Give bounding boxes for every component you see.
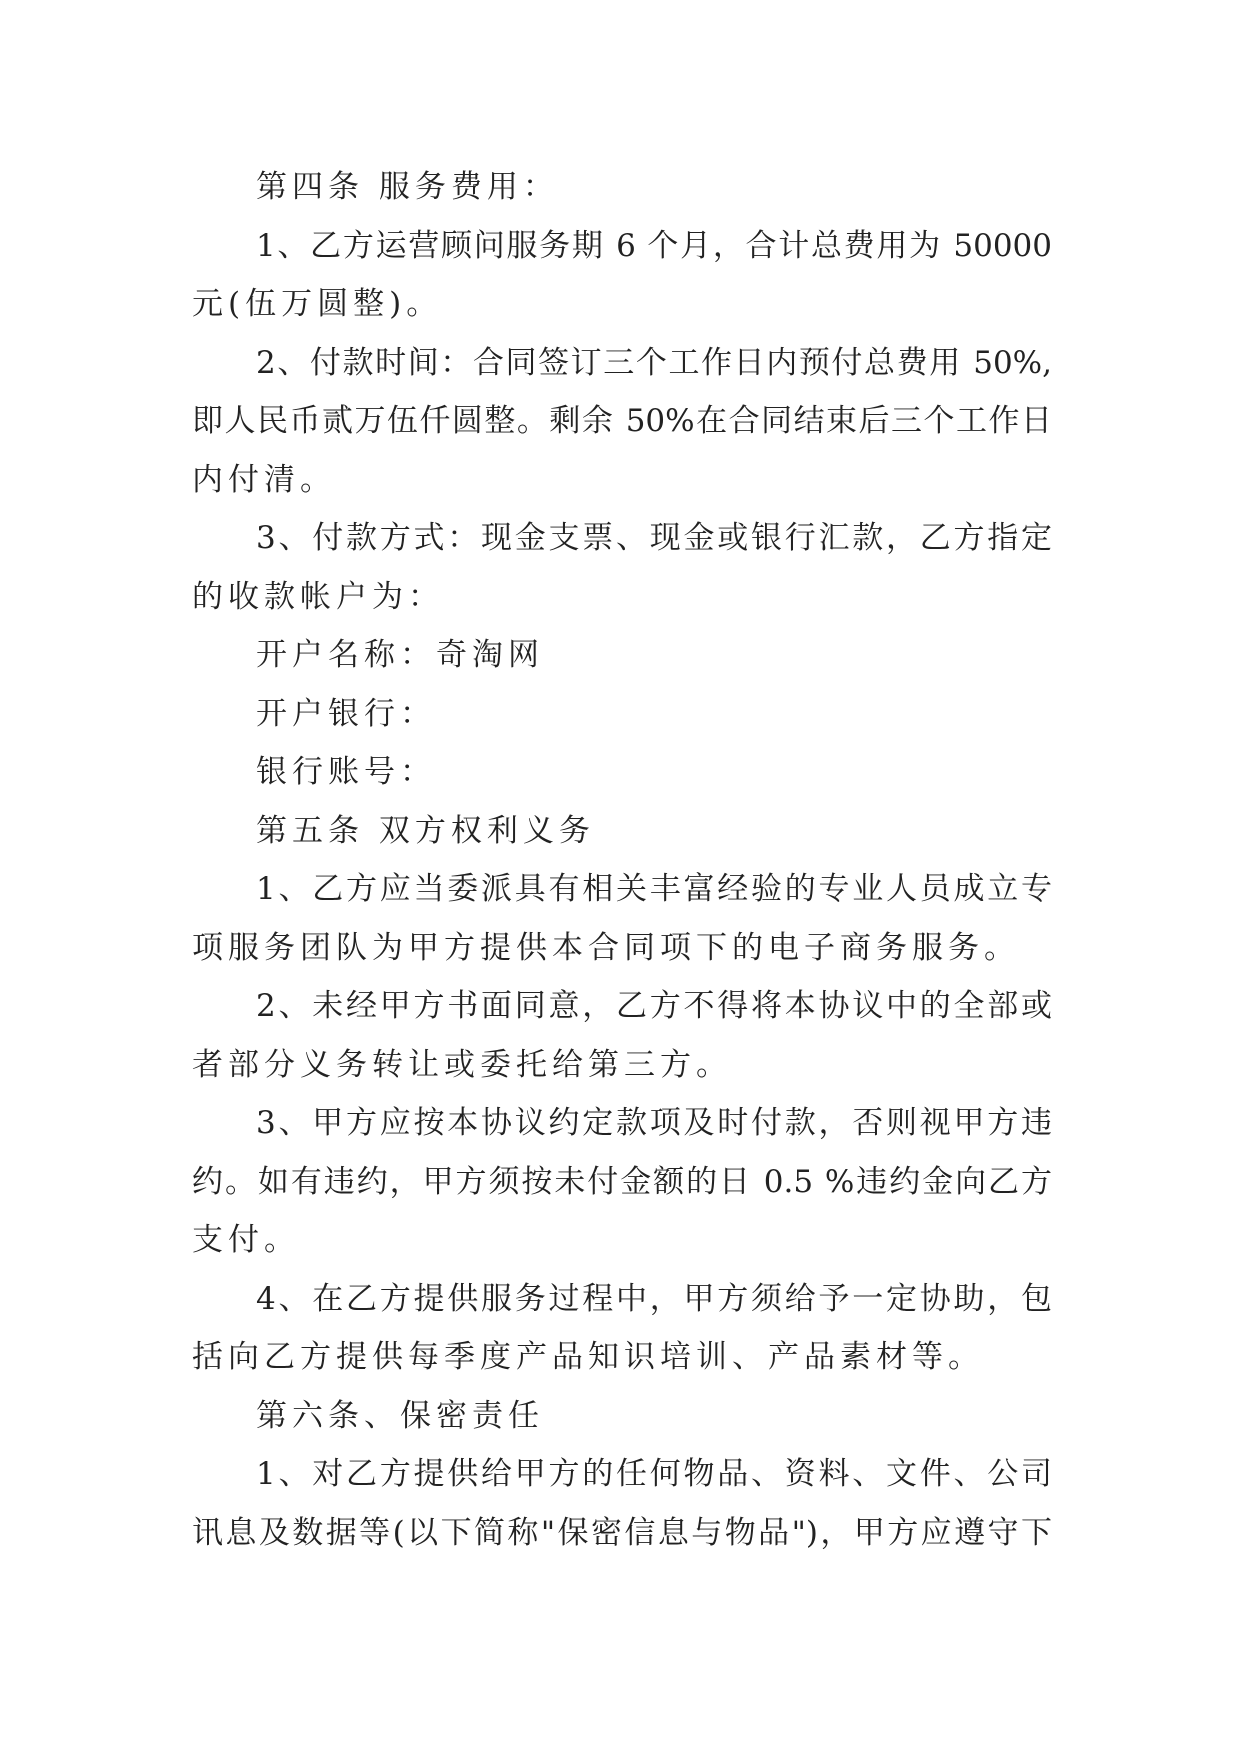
text-line: 即人民币贰万伍仟圆整。剩余 50%在合同结束后三个工作日 xyxy=(192,403,1052,439)
text-line: 第五条 双方权利义务 xyxy=(256,812,595,849)
text-line: 的收款帐户为： xyxy=(192,578,444,615)
text-line: 括向乙方提供每季度产品知识培训、产品素材等。 xyxy=(192,1339,984,1375)
text-line: 3、付款方式：现金支票、现金或银行汇款，乙方指定 xyxy=(256,520,1052,556)
text-line: 1、乙方运营顾问服务期 6 个月，合计总费用为 50000 xyxy=(256,227,1052,264)
text-line: 者部分义务转让或委托给第三方。 xyxy=(192,1046,732,1083)
text-line: 4、在乙方提供服务过程中，甲方须给予一定协助，包 xyxy=(256,1280,1052,1317)
text-line: 内付清。 xyxy=(192,461,336,498)
text-line: 第六条、保密责任 xyxy=(256,1397,544,1434)
text-line: 第四条 服务费用： xyxy=(256,169,559,205)
text-line: 2、未经甲方书面同意，乙方不得将本协议中的全部或 xyxy=(256,988,1052,1024)
text-line: 开户银行： xyxy=(256,695,436,732)
text-line: 支付。 xyxy=(192,1222,300,1258)
text-line: 项服务团队为甲方提供本合同项下的电子商务服务。 xyxy=(192,929,1020,966)
text-line: 3、甲方应按本协议约定款项及时付款，否则视甲方违 xyxy=(256,1105,1052,1141)
text-line: 约。如有违约，甲方须按未付金额的日 0.5 %违约金向乙方 xyxy=(192,1163,1052,1200)
text-line: 讯息及数据等(以下简称"保密信息与物品")，甲方应遵守下 xyxy=(192,1514,1052,1551)
text-line: 1、对乙方提供给甲方的任何物品、资料、文件、公司 xyxy=(256,1456,1052,1492)
document-page xyxy=(192,158,1052,1562)
text-line: 1、乙方应当委派具有相关丰富经验的专业人员成立专 xyxy=(256,871,1052,907)
text-line: 银行账号： xyxy=(256,754,436,790)
text-line: 开户名称：奇淘网 xyxy=(256,637,544,673)
text-line: 元(伍万圆整)。 xyxy=(192,286,443,322)
text-line: 2、付款时间：合同签订三个工作日内预付总费用 50%, xyxy=(256,344,1052,381)
